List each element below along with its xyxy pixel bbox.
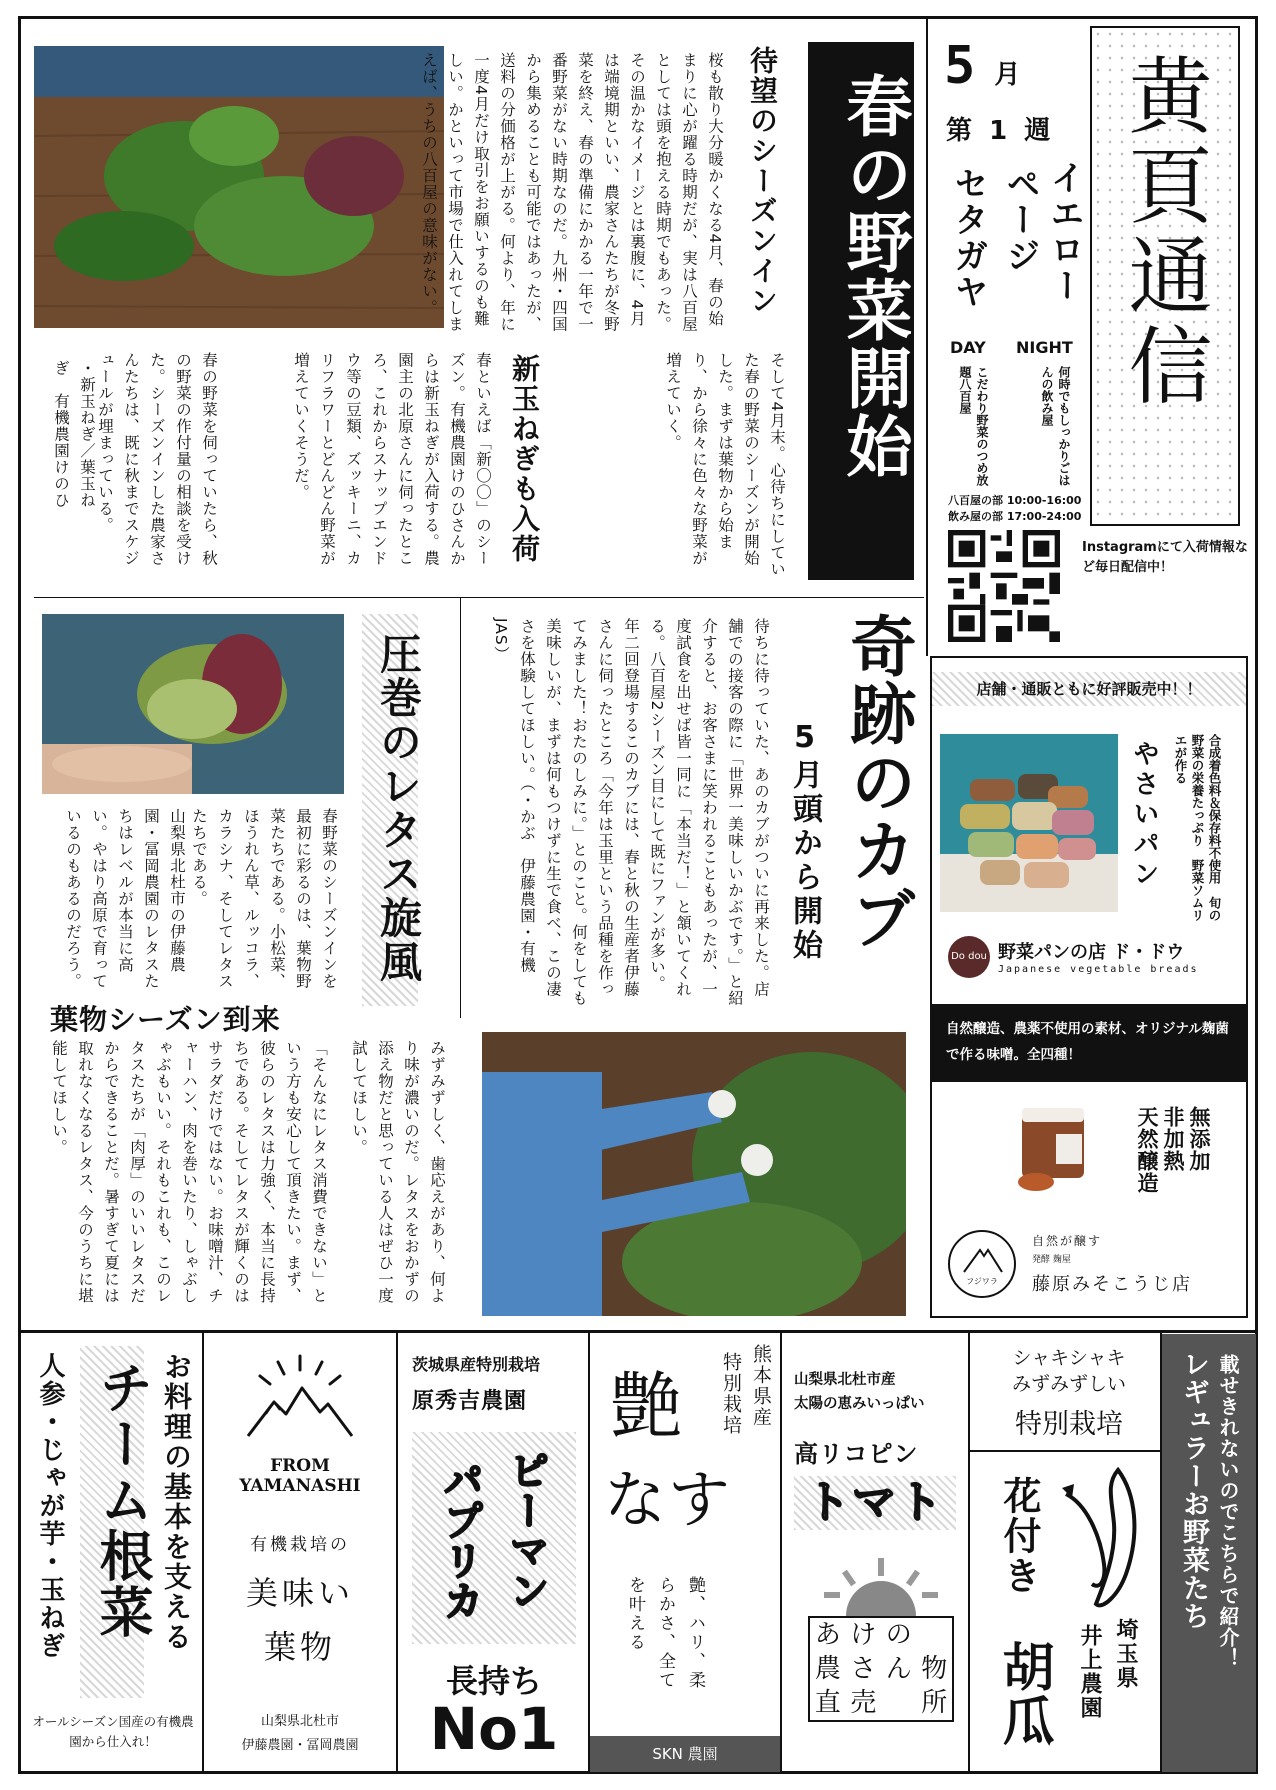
issue-month-unit: 月 bbox=[994, 60, 1021, 90]
col4-title-1: 艶 bbox=[610, 1364, 683, 1448]
bottom-col-divider-1 bbox=[202, 1332, 204, 1772]
greens-photo bbox=[34, 46, 444, 328]
subhead-new-onion: 新玉ねぎも入荷 bbox=[508, 354, 541, 564]
bread-banner: 店舗・通販ともに好評販売中！！ bbox=[932, 672, 1246, 706]
col1-title-box bbox=[80, 1346, 154, 1698]
bread-photo bbox=[940, 734, 1118, 912]
bread-desc: 合成着色料＆保存料不使用 旬の野菜の栄養たっぷり 野菜ソムリエが作る bbox=[1173, 734, 1222, 922]
bottom-col-divider-5 bbox=[968, 1332, 970, 1772]
col5-logo bbox=[806, 1556, 956, 1726]
logo-char: の bbox=[885, 1620, 912, 1650]
article-text-4: 春の野菜を伺っていたら、秋の野菜の作付量の相談を受けた。シーズンインした農家さんたちは、既に秋までスケジュールが埋まっている。 bbox=[96, 352, 218, 567]
col7-text-2: レギュラーお野菜たち bbox=[1178, 1350, 1209, 1630]
col2-title-2: 葉物 bbox=[263, 1628, 336, 1666]
day-label: DAY bbox=[950, 338, 986, 357]
masthead-divider bbox=[926, 16, 928, 656]
logo-char: 直 bbox=[814, 1688, 841, 1718]
miso-tag: 自然が醸す bbox=[1032, 1234, 1103, 1248]
col4-footer: SKN 農園 bbox=[590, 1736, 780, 1772]
col6-farm: 井上農園 bbox=[1077, 1624, 1102, 1720]
col3-veg-1: ピーマン bbox=[503, 1450, 549, 1610]
kabu-headline: 奇跡のカブ bbox=[839, 612, 916, 952]
col4-pre-1: 熊本県産 bbox=[750, 1344, 772, 1428]
lettuce-text-4: 「そんなにレタス消費できない」という方も安心して頂きたい。まず、彼らのレタスは力強く、本当に長持ちである。そしてレタスが輝くのはサラダだけではない。お味噌汁、チャーハン、肉を巻いたり、しゃぶしゃぶもいい。それもこれも、このレタスたちが「肉厚」のいいレタスだからできることだ。暑すぎて夏には取れなくなるレタス、今のうちに堪能してほしい。 bbox=[50, 1040, 328, 1304]
col5-title: トマト bbox=[794, 1476, 956, 1530]
miso-claim-2: 非加熱 bbox=[1161, 1106, 1185, 1172]
col4-title-2: なす bbox=[604, 1463, 733, 1536]
logo-char: あ bbox=[814, 1620, 841, 1650]
col2-title-1: 美味い bbox=[245, 1574, 354, 1612]
bottom-col-divider-4 bbox=[780, 1332, 782, 1772]
lettuce-headline: 圧巻のレタス旋風 bbox=[374, 632, 423, 984]
miso-shop-name: 藤原みそこうじ店 bbox=[1032, 1274, 1192, 1295]
col5-pre-2: 太陽の恵みいっぱい bbox=[794, 1396, 925, 1412]
col4-pre-2: 特別栽培 bbox=[720, 1352, 742, 1436]
kabu-text: 待ちに待っていた、あのカブがついに再来した。店舗での接客の際に「世界一美味しいかぶです。」と紹介すると、お客さまに笑われることもあったが、一度試食を出せば皆一同に「本当だ！」と頷いてくれる。八百屋2シーズン目にして既にファンが多い。年二回登場するこのカブには、春と秋の生産者伊藤さんに伺ったところ「今年は玉里という品種を作ってみました！おたのしみに。」とのこと。何をしても美味しいが、まずは何もつけずに生で食べ、この凄さを体験してほしい。（・かぶ 伊藤農園・有機JAS） bbox=[492, 618, 770, 1007]
week-number: 1 bbox=[989, 116, 1012, 146]
issue-week bbox=[946, 110, 1054, 147]
night-label: NIGHT bbox=[1016, 338, 1073, 357]
col3-veg-2: パプリカ bbox=[437, 1460, 483, 1620]
col6-header-2: みずみずしい bbox=[1011, 1373, 1126, 1395]
lettuce-subhead: 葉物シーズン到来 bbox=[50, 1003, 281, 1036]
col2-logo-line-2: YAMANASHI bbox=[239, 1476, 361, 1496]
lettuce-text-3: みずみずしく、歯応えがあり、何より味が濃いのだ。レタスをおかずの添え物だと思っている人はぜひ一度試してほしい。 bbox=[350, 1040, 446, 1304]
subhead-season-in: 待望のシーズンイン bbox=[746, 46, 779, 316]
column-divider bbox=[460, 598, 461, 1018]
bottom-col-divider-3 bbox=[588, 1332, 590, 1772]
miso-tag-2: 発酵 麹屋 bbox=[1032, 1255, 1071, 1265]
miso-logo-text: フジワラ bbox=[966, 1277, 998, 1286]
col3-pre: 茨城県産特別栽培 bbox=[412, 1355, 541, 1374]
name-line-3: セタガヤ bbox=[948, 166, 988, 310]
col4-desc: 艶、ハリ、柔らかさ、全てを叶える bbox=[625, 1576, 705, 1690]
col5-pre-1: 山梨県北杜市産 bbox=[794, 1372, 896, 1388]
cucumber-icon bbox=[1056, 1464, 1148, 1614]
col7-text-1: 載せきれないのでこちらで紹介！ bbox=[1216, 1354, 1240, 1669]
day-desc: こだわり野菜のつめ放題八百屋 bbox=[958, 366, 989, 486]
bread-shop-name: 野菜パンの店 ド・ドウ bbox=[998, 942, 1185, 963]
kabu-photo bbox=[482, 1032, 906, 1316]
sun-icon bbox=[806, 1556, 956, 1616]
bottom-col-divider-2 bbox=[396, 1332, 398, 1772]
miso-claim-1: 無添加 bbox=[1187, 1106, 1211, 1172]
col1-title: チーム根菜 bbox=[91, 1360, 154, 1640]
miso-banner: 自然醸造、農薬不使用の素材、オリジナル麹菌で作る味噌。全四種！ bbox=[932, 1004, 1246, 1082]
col6-title-2: 胡瓜 bbox=[993, 1640, 1053, 1748]
lettuce-text-1: 春野菜のシーズンインを最初に彩るのは、葉物野菜たちである。小松菜、ほうれん草、ルッコラ、カラシナ、そしてレタスたちである。 bbox=[190, 808, 338, 990]
main-headline: 春の野菜開始 bbox=[835, 72, 912, 480]
col6-header-3: 特別栽培 bbox=[1015, 1409, 1123, 1440]
name-line-1: イエロー bbox=[1044, 160, 1084, 304]
week-prefix: 第 bbox=[946, 116, 977, 146]
col5-logo-grid bbox=[808, 1616, 954, 1722]
hours-day: 八百屋の部 10:00-16:00 bbox=[948, 494, 1082, 507]
col2-logo-text bbox=[210, 1456, 390, 1496]
article-text-1: 桜も散り大分暖かくなる4月、春の始まりに心が躍る時期だが、実は八百屋としては頭を抱える時期でもあった。その温かなイメージとは裏腹に、4月は端境期といい、農家さんたちが冬野菜を終え、春の準備にかかる一年で一番野菜がない時期なのだ。九州・四国から集めることも可能ではあったが、送料の分価格が上がる。何より、年に一度4月だけ取引をお願いするのも難しい。かといって市場で仕入れてしまえば、うちの八百屋の意味がない。 bbox=[420, 52, 724, 333]
issue-date bbox=[944, 36, 1084, 116]
masthead-title-box bbox=[1090, 26, 1240, 526]
week-unit: 週 bbox=[1024, 116, 1055, 146]
logo-char: 農 bbox=[814, 1654, 841, 1684]
paper-title: 黄頁通信 bbox=[1115, 52, 1213, 412]
miso-claim-3: 天然醸造 bbox=[1135, 1106, 1159, 1194]
qr-code[interactable] bbox=[948, 530, 1060, 642]
name-line-2: ページ bbox=[1000, 166, 1040, 274]
instagram-note[interactable]: Instagramにて入荷情報など毎日配信中！ bbox=[1082, 540, 1248, 575]
bread-shop-en: Japanese vegetable breads bbox=[998, 964, 1199, 975]
mountain-logo-icon bbox=[244, 1352, 356, 1448]
col2-logo-line-1: FROM bbox=[270, 1456, 330, 1476]
logo-char: け bbox=[850, 1620, 877, 1650]
col6-pre: 埼玉県 bbox=[1113, 1618, 1138, 1690]
article-text-2: そして4月末。心待ちにしていた春の野菜のシーズンが開始した。まずは葉物から始まり、から徐々に色々な野菜が増えていく。 bbox=[664, 352, 786, 578]
col3-veg-box bbox=[412, 1432, 576, 1644]
col2-footer-1: 山梨県北杜市 bbox=[260, 1714, 339, 1729]
bread-title: やさいパン bbox=[1129, 740, 1159, 890]
col6-title-1: 花付き bbox=[997, 1476, 1041, 1596]
col2-footer-2: 伊藤農園・冨岡農園 bbox=[241, 1738, 359, 1753]
headline-box bbox=[808, 42, 914, 580]
lettuce-photo bbox=[42, 614, 344, 794]
col1-subtitle: お料理の基本を支える bbox=[160, 1352, 193, 1652]
issue-month: 5 bbox=[944, 36, 976, 96]
logo-char: 所 bbox=[921, 1688, 948, 1718]
col3-farm: 原秀吉農園 bbox=[412, 1389, 528, 1414]
miso-photo bbox=[1016, 1100, 1096, 1196]
col2-subtitle: 有機栽培の bbox=[250, 1535, 350, 1555]
col3-claim-2: No1 bbox=[429, 1695, 559, 1763]
night-desc: 何時でもしっかりごはんの飲み屋 bbox=[1040, 366, 1071, 486]
article-text-3: 春といえば「新〇〇」のシーズン。有機農園けのひさんからは新玉ねぎが入荷する。農園主の北原さんに伺ったところ、これからスナップエンドウ等の豆類、ズッキーニ、カリフラワーとどんどん野菜が増えていくそうだ。 bbox=[292, 352, 492, 567]
col7-box bbox=[1162, 1334, 1256, 1772]
lettuce-headline-box bbox=[362, 614, 423, 1006]
kabu-subhead: 5月頭から開始 bbox=[787, 720, 822, 963]
col3-claim: 長持ち bbox=[445, 1662, 542, 1700]
col1-footer: オールシーズン国産の有機農園から仕入れ！ bbox=[32, 1714, 194, 1749]
logo-char: ん bbox=[885, 1654, 912, 1684]
logo-char: 売 bbox=[850, 1688, 877, 1718]
miso-logo bbox=[948, 1230, 1016, 1298]
item-list: ・新玉ねぎ／葉玉ねぎ 有機農園けのひ bbox=[52, 360, 96, 509]
lettuce-text-2: 山梨県北杜市の伊藤農園・冨岡農園のレタスたちはレベルが本当に高い。やはり高原で育っているのもあるのだろう。 bbox=[64, 808, 186, 990]
col6-divider bbox=[970, 1450, 1160, 1452]
hours-night: 飲み屋の部 17:00-24:00 bbox=[948, 510, 1082, 523]
col5-subtitle: 高リコピン bbox=[794, 1440, 919, 1468]
logo-char: さ bbox=[850, 1654, 877, 1684]
col6-header-1: シャキシャキ bbox=[1012, 1347, 1126, 1369]
bread-logo: Do dou bbox=[948, 936, 990, 978]
logo-char: 物 bbox=[921, 1654, 948, 1684]
bottom-divider bbox=[18, 1330, 1258, 1333]
section-divider bbox=[34, 597, 924, 598]
col1-items: 人参・じゃが芋・玉ねぎ bbox=[35, 1352, 65, 1660]
